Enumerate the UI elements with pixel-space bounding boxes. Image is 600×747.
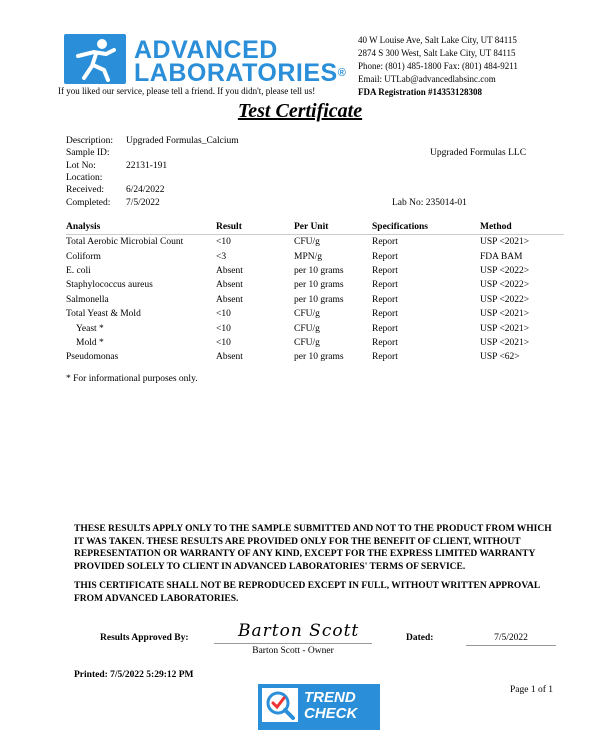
description-value: Upgraded Formulas_Calcium [126, 136, 239, 146]
unit-cell: CFU/g [294, 337, 320, 348]
table-row [66, 336, 564, 350]
logo-text-laboratories [134, 61, 346, 86]
page-number: Page 1 of 1 [510, 685, 554, 695]
location-label: Location: [66, 173, 103, 183]
method-cell: USP <2021> [480, 323, 530, 334]
analysis-cell: Pseudomonas [66, 352, 119, 363]
table-row [66, 249, 564, 263]
lot-value: 22131-191 [126, 161, 168, 171]
lot-row [66, 161, 167, 171]
analysis-cell: Mold * [76, 337, 104, 348]
logo-text-advanced: ADVANCED [134, 36, 278, 64]
method-cell: USP <2021> [480, 309, 530, 320]
spec-cell: Report [372, 251, 398, 262]
analysis-cell: Coliform [66, 251, 101, 262]
address-line-1: 40 W Louise Ave, Salt Lake City, UT 84115 [358, 35, 517, 45]
spec-cell: Report [372, 309, 398, 320]
phone-fax: Phone: (801) 485-1800 Fax: (801) 484-9211 [358, 61, 518, 71]
unit-cell: CFU/g [294, 323, 320, 334]
spec-cell: Report [372, 352, 398, 363]
method-cell: USP <2022> [480, 294, 530, 305]
result-cell: Absent [216, 294, 243, 305]
signer-name: Barton Scott - Owner [252, 646, 334, 656]
unit-cell: per 10 grams [294, 265, 344, 276]
logo-mark [64, 34, 126, 84]
disclaimer-results: THESE RESULTS APPLY ONLY TO THE SAMPLE SUBMITTED AND NOT TO THE PRODUCT FROM WHICH IT WAS TAKEN. THESE RESULTS ARE PROVIDED ONLY FOR THE BENEFIT OF CLIENT, WITHOUT REPRESENTATION OR WARRANTY OF ANY KIND, EXCEPT FOR THE EXPRESS LIMITED WARRANTY PROVIDED SOLELY TO CLIENT IN ADVANCED LABORATORIES' TERMS OF SERVICE. [74, 524, 552, 572]
header-analysis: Analysis [66, 220, 216, 235]
analysis-cell: Salmonella [66, 294, 109, 305]
approved-by-label: Results Approved By: [100, 633, 189, 643]
result-cell: <3 [216, 251, 227, 262]
description-label: Description: [66, 136, 113, 146]
address-line-2: 2874 S 300 West, Salt Lake City, UT 84115 [358, 48, 516, 58]
trend-check-text-1: TREND [304, 689, 356, 706]
footnote: * For informational purposes only. [66, 374, 198, 384]
analysis-cell: E. coli [66, 265, 91, 276]
completed-value: 7/5/2022 [126, 198, 160, 208]
table-row [66, 278, 564, 292]
analysis-cell: Staphylococcus aureus [66, 280, 153, 291]
lab-number: Lab No: 235014-01 [392, 198, 467, 208]
unit-cell: per 10 grams [294, 294, 344, 305]
spec-cell: Report [372, 337, 398, 348]
header-method: Method [480, 220, 564, 235]
logo-text-laboratories-word: LABORATORIES [134, 59, 338, 87]
method-cell: USP <2021> [480, 237, 530, 248]
unit-cell: MPN/g [294, 251, 322, 262]
analysis-cell: Total Yeast & Mold [66, 309, 141, 320]
tagline: If you liked our service, please tell a friend. If you didn't, please tell us! [58, 86, 316, 96]
unit-cell: per 10 grams [294, 352, 344, 363]
location-row [66, 173, 126, 183]
analysis-cell: Total Aerobic Microbial Count [66, 237, 184, 248]
result-cell: <10 [216, 337, 231, 348]
unit-cell: per 10 grams [294, 280, 344, 291]
fda-registration: FDA Registration #14353128308 [358, 87, 482, 97]
completed-label: Completed: [66, 198, 111, 208]
header-result: Result [216, 220, 294, 235]
analysis-cell: Yeast * [76, 323, 104, 334]
method-cell: FDA BAM [480, 251, 523, 262]
method-cell: USP <2021> [480, 337, 530, 348]
unit-cell: CFU/g [294, 309, 320, 320]
result-cell: Absent [216, 352, 243, 363]
table-row [66, 293, 564, 307]
disclaimer-reproduction: THIS CERTIFICATE SHALL NOT BE REPRODUCED EXCEPT IN FULL, WITHOUT WRITTEN APPROVAL FROM ADVANCED LABORATORIES. [74, 581, 540, 604]
result-cell: Absent [216, 280, 243, 291]
header-specifications: Specifications [372, 220, 480, 235]
result-cell: <10 [216, 309, 231, 320]
signature: Barton Scott [238, 621, 360, 641]
table-row [66, 235, 564, 250]
table-row [66, 321, 564, 335]
spec-cell: Report [372, 265, 398, 276]
header-per-unit: Per Unit [294, 220, 372, 235]
sample-id-row [66, 148, 126, 158]
table-header-row [66, 220, 564, 235]
result-cell: <10 [216, 237, 231, 248]
received-label: Received: [66, 185, 104, 195]
email: Email: UTLab@advancedlabsinc.com [358, 74, 496, 84]
page-title: Test Certificate [237, 100, 363, 122]
lot-label: Lot No: [66, 161, 96, 171]
table-row [66, 307, 564, 321]
registered-mark: ® [337, 67, 347, 79]
magnifier-check-icon [262, 688, 298, 722]
signature-line [214, 643, 372, 644]
unit-cell: CFU/g [294, 237, 320, 248]
result-cell: <10 [216, 323, 231, 334]
description-row [66, 136, 239, 146]
spec-cell: Report [372, 237, 398, 248]
sample-id-label: Sample ID: [66, 148, 110, 158]
received-value: 6/24/2022 [126, 185, 165, 195]
trend-check-text-2: CHECK [304, 705, 358, 722]
result-cell: Absent [216, 265, 243, 276]
results-table [66, 220, 564, 365]
completed-row [66, 198, 160, 208]
method-cell: USP <2022> [480, 265, 530, 276]
spec-cell: Report [372, 323, 398, 334]
client-name: Upgraded Formulas LLC [430, 148, 527, 158]
dated-line [466, 645, 556, 646]
method-cell: USP <62> [480, 352, 520, 363]
dated-label: Dated: [406, 633, 434, 643]
spec-cell: Report [372, 280, 398, 291]
printed-timestamp: Printed: 7/5/2022 5:29:12 PM [74, 670, 194, 680]
runner-logo-icon [64, 34, 126, 84]
table-row [66, 264, 564, 278]
dated-value: 7/5/2022 [494, 633, 528, 643]
method-cell: USP <2022> [480, 280, 530, 291]
spec-cell: Report [372, 294, 398, 305]
table-row [66, 350, 564, 364]
received-row [66, 185, 165, 195]
